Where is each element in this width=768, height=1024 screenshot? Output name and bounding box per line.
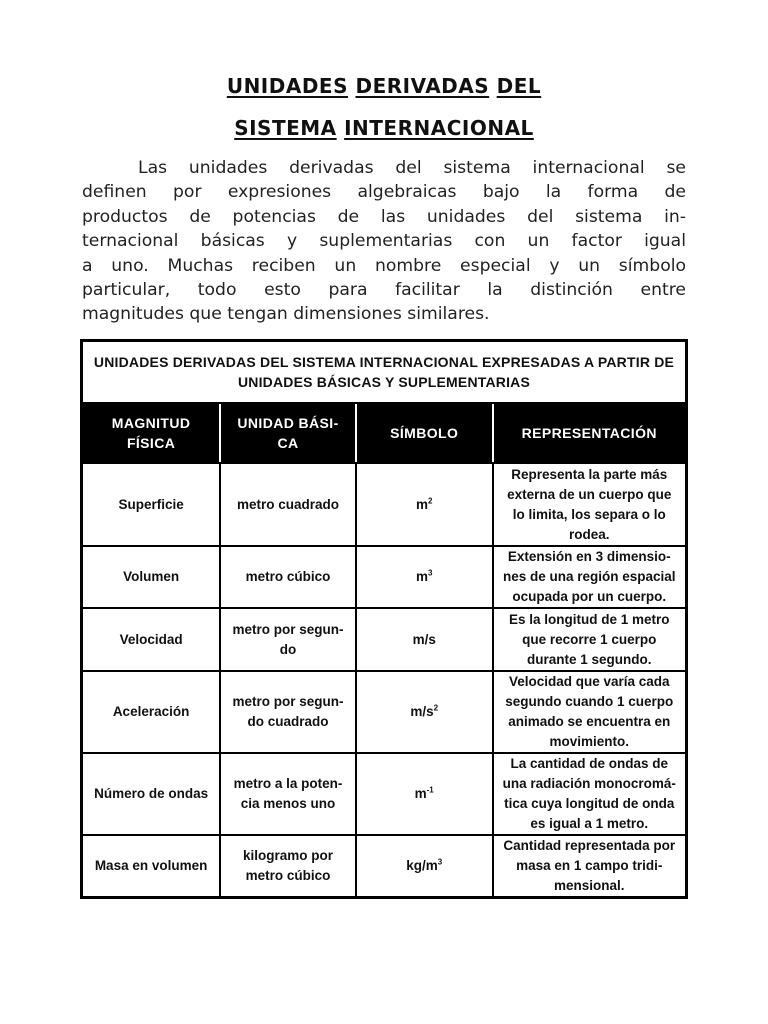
column-header-representacion: REPRESENTACIÓN	[493, 403, 687, 463]
title-word: INTERNACIONAL	[344, 116, 534, 140]
cell-simbolo	[356, 546, 493, 608]
symbol-exponent: 2	[433, 703, 439, 713]
symbol-exponent: 2	[427, 496, 433, 505]
cell-magnitud: Velocidad	[82, 608, 221, 671]
cell-representacion: La cantidad de ondas de una radiación monocromá-tica cuya longitud de onda es igual a 1 metro.	[493, 753, 687, 835]
cell-representacion: Velocidad que varía cada segundo cuando 1 cuerpo animado se encuentra en movimiento.	[493, 671, 687, 753]
document-title-line-2	[0, 116, 768, 140]
table-row	[82, 835, 687, 898]
cell-simbolo	[356, 463, 493, 546]
cell-representacion: Extensión en 3 dimensio-nes de una región espacial ocupada por un cuerpo.	[493, 546, 687, 608]
cell-simbolo	[356, 835, 493, 898]
symbol-base: m	[415, 496, 428, 512]
cell-unidad: metro cuadrado	[220, 463, 356, 546]
document-title-line-1	[0, 74, 768, 98]
cell-unidad: metro por segun-do cuadrado	[220, 671, 356, 753]
table-row	[82, 753, 687, 835]
table-row	[82, 546, 687, 608]
title-word: SISTEMA	[234, 116, 337, 140]
symbol-base: m/s	[412, 631, 436, 647]
cell-magnitud: Aceleración	[82, 671, 221, 753]
cell-representacion: Representa la parte más externa de un cuerpo que lo limita, los separa o lo rodea.	[493, 463, 687, 546]
table-row	[82, 463, 687, 546]
intro-line: productos de potencias de las unidades del sistema in-	[82, 206, 686, 227]
derived-units-table	[80, 339, 688, 899]
symbol-base: m	[415, 569, 428, 584]
cell-magnitud: Volumen	[82, 546, 221, 608]
intro-paragraph	[82, 156, 686, 327]
cell-unidad: metro por segun-do	[220, 608, 356, 671]
symbol-base: kg/m	[406, 858, 438, 873]
cell-magnitud: Número de ondas	[82, 753, 221, 835]
cell-representacion: Cantidad representada por masa en 1 campo tridi-mensional.	[493, 835, 687, 898]
table-caption: UNIDADES DERIVADAS DEL SISTEMA INTERNACIONAL EXPRESADAS A PARTIR DE UNIDADES BÁSICAS Y SUPLEMENTARIAS	[82, 341, 687, 404]
cell-magnitud: Superficie	[82, 463, 221, 546]
symbol-exponent: 3	[427, 568, 433, 578]
symbol-base: m	[414, 786, 427, 801]
cell-magnitud: Masa en volumen	[82, 835, 221, 898]
symbol-base: m/s	[410, 704, 434, 719]
cell-unidad: metro cúbico	[220, 546, 356, 608]
symbol-exponent: 3	[437, 857, 443, 867]
intro-line: definen por expresiones algebraicas bajo la forma de	[82, 182, 686, 203]
intro-line: magnitudes que tengan dimensiones similares.	[82, 304, 490, 325]
column-header-simbolo: SÍMBOLO	[356, 403, 493, 463]
cell-simbolo	[356, 753, 493, 835]
intro-line: particular, todo esto para facilitar la distinción entre	[82, 280, 686, 301]
symbol-exponent: -1	[426, 785, 434, 795]
title-word: DEL	[496, 74, 542, 98]
cell-representacion: Es la longitud de 1 metro que recorre 1 cuerpo durante 1 segundo.	[493, 608, 687, 671]
cell-unidad: kilogramo por metro cúbico	[220, 835, 356, 898]
title-word: UNIDADES	[226, 74, 348, 98]
table-row	[82, 671, 687, 753]
title-word: DERIVADAS	[355, 74, 490, 98]
cell-unidad: metro a la poten-cia menos uno	[220, 753, 356, 835]
intro-line: Las unidades derivadas del sistema internacional se	[138, 158, 686, 178]
column-header-unidad: UNIDAD BÁSI-CA	[220, 403, 356, 463]
cell-simbolo	[356, 671, 493, 753]
cell-simbolo	[356, 608, 493, 671]
intro-line: ternacional básicas y suplementarias con un factor igual	[82, 231, 686, 252]
intro-line: a uno. Muchas reciben un nombre especial y un símbolo	[82, 255, 686, 276]
column-header-magnitud: MAGNITUD FÍSICA	[82, 403, 221, 463]
table-row	[82, 608, 687, 671]
